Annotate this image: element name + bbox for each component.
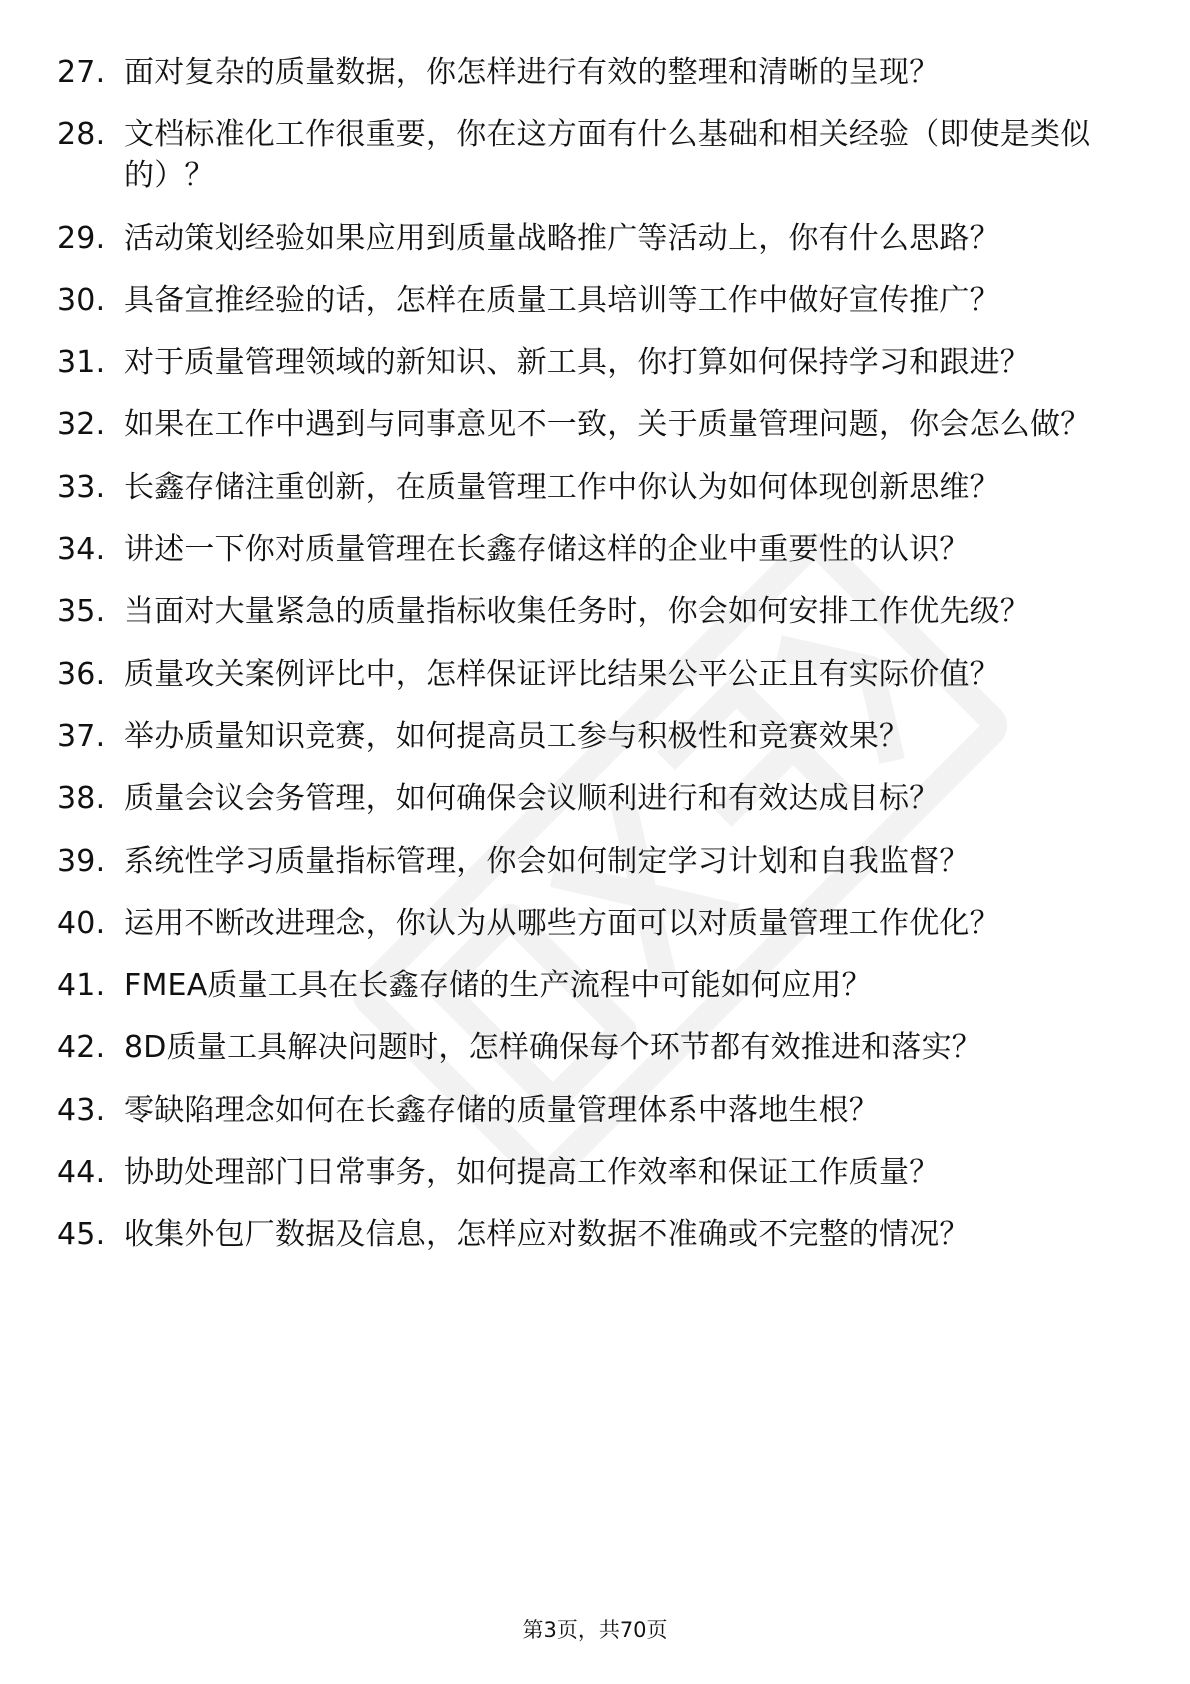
question-item — [57, 1090, 1127, 1131]
question-number: 31. — [57, 345, 106, 381]
question-item — [57, 218, 1127, 259]
question-item — [57, 1027, 1127, 1068]
question-text: 零缺陷理念如何在长鑫存储的质量管理体系中落地生根？ — [124, 1092, 879, 1128]
question-text: 当面对大量紧急的质量指标收集任务时，你会如何安排工作优先级？ — [124, 594, 1030, 630]
question-number: 42. — [57, 1030, 106, 1066]
question-number: 37. — [57, 718, 106, 754]
question-number: 32. — [57, 407, 106, 443]
question-number: 45. — [57, 1217, 106, 1253]
question-text: 8D质量工具解决问题时，怎样确保每个环节都有效推进和落实？ — [124, 1030, 982, 1066]
question-item — [57, 965, 1127, 1006]
question-text: 长鑫存储注重创新，在质量管理工作中你认为如何体现创新思维？ — [124, 469, 1000, 505]
question-number: 39. — [57, 843, 106, 879]
question-text: 文档标准化工作很重要，你在这方面有什么基础和相关经验（即使是类似的）？ — [124, 117, 1091, 194]
question-number: 43. — [57, 1092, 106, 1128]
question-text: 运用不断改进理念，你认为从哪些方面可以对质量管理工作优化？ — [124, 905, 1000, 941]
question-item — [57, 404, 1127, 445]
question-number: 33. — [57, 469, 106, 505]
question-item — [57, 716, 1127, 757]
question-item — [57, 591, 1127, 632]
page-number-footer: 第3页，共70页 — [522, 1618, 668, 1642]
question-text: 具备宣推经验的话，怎样在质量工具培训等工作中做好宣传推广？ — [124, 282, 1000, 318]
question-text: FMEA质量工具在长鑫存储的生产流程中可能如何应用？ — [124, 968, 872, 1004]
question-item — [57, 654, 1127, 695]
question-item — [57, 52, 1127, 93]
question-item — [57, 841, 1127, 882]
question-text: 举办质量知识竞赛，如何提高员工参与积极性和竞赛效果？ — [124, 718, 910, 754]
question-item — [57, 114, 1127, 196]
question-number: 34. — [57, 532, 106, 568]
question-number: 29. — [57, 220, 106, 256]
question-number: 36. — [57, 656, 106, 692]
question-item — [57, 529, 1127, 570]
question-item — [57, 903, 1127, 944]
question-text: 收集外包厂数据及信息，怎样应对数据不准确或不完整的情况？ — [124, 1217, 970, 1253]
question-number: 27. — [57, 55, 106, 90]
question-item — [57, 1152, 1127, 1193]
question-text: 如果在工作中遇到与同事意见不一致，关于质量管理问题，你会怎么做？ — [124, 407, 1091, 443]
question-text: 对于质量管理领域的新知识、新工具，你打算如何保持学习和跟进？ — [124, 345, 1030, 381]
question-item — [57, 342, 1127, 383]
question-number: 40. — [57, 905, 106, 941]
question-item — [57, 467, 1127, 508]
question-number: 35. — [57, 594, 106, 630]
question-item — [57, 1214, 1127, 1255]
question-text: 质量攻关案例评比中，怎样保证评比结果公平公正且有实际价值？ — [124, 656, 1000, 692]
question-number: 30. — [57, 282, 106, 318]
question-number: 38. — [57, 781, 106, 817]
question-list — [57, 52, 1127, 1277]
question-text: 系统性学习质量指标管理，你会如何制定学习计划和自我监督？ — [124, 843, 970, 879]
question-item — [57, 778, 1127, 819]
question-text: 活动策划经验如果应用到质量战略推广等活动上，你有什么思路？ — [124, 220, 1000, 256]
question-text: 面对复杂的质量数据，你怎样进行有效的整理和清晰的呈现？ — [124, 55, 940, 90]
question-text: 讲述一下你对质量管理在长鑫存储这样的企业中重要性的认识？ — [124, 532, 970, 568]
question-text: 质量会议会务管理，如何确保会议顺利进行和有效达成目标？ — [124, 781, 940, 817]
question-number: 41. — [57, 968, 106, 1004]
question-number: 28. — [57, 117, 106, 153]
question-item — [57, 280, 1127, 321]
question-number: 44. — [57, 1155, 106, 1191]
question-text: 协助处理部门日常事务，如何提高工作效率和保证工作质量？ — [124, 1155, 940, 1191]
